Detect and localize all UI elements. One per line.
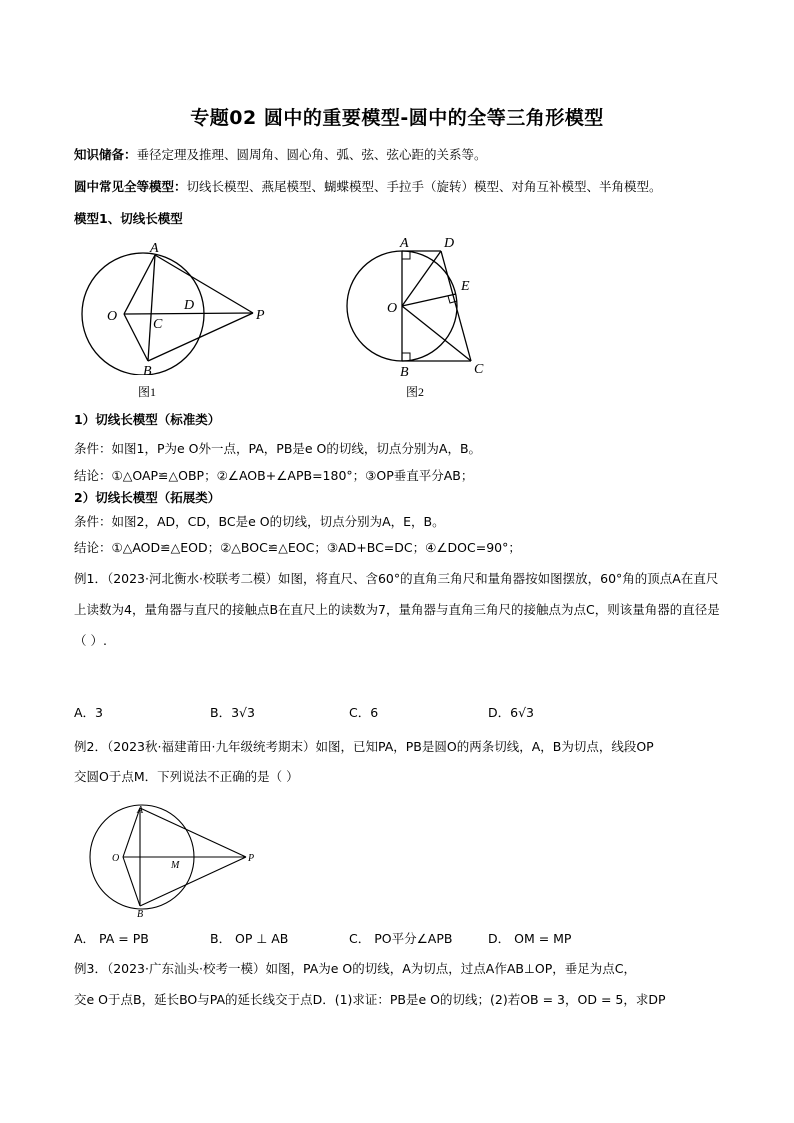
ex1-option-a: A．3 xyxy=(74,705,104,720)
ex2-label-A: A xyxy=(137,805,144,816)
ex2-label-M: M xyxy=(171,860,180,871)
fig2-label-B: B xyxy=(400,365,409,377)
knowledge-label: 知识储备： xyxy=(74,147,137,162)
ex1-option-d: D．6√3 xyxy=(488,705,534,720)
page-title: 专题02 圆中的重要模型-圆中的全等三角形模型 xyxy=(190,107,604,129)
fig1-tangent-PB xyxy=(148,313,253,361)
ex2-option-c: C． PO平分∠APB xyxy=(349,931,453,946)
fig2-line-OC xyxy=(402,306,471,361)
model1-heading: 模型1、切线长模型 xyxy=(74,211,183,226)
fig1-chord-AB xyxy=(148,255,155,361)
ex2-label-P: P xyxy=(248,853,255,864)
fig2-right-angle-B xyxy=(402,353,410,361)
fig1-label-B: B xyxy=(143,364,152,375)
example-3-line1: 例3．（2023·广东汕头·校考一模）如图，PA为e O的切线，A为切点，过点A作AB⊥OP，垂足为点C， xyxy=(74,961,636,976)
fig2-radius-OE xyxy=(402,294,456,306)
example-2-figure xyxy=(70,802,270,917)
ex2-option-b: B． OP ⊥ AB xyxy=(210,931,289,946)
sub1-condition: 条件：如图1，P为e O外一点，PA，PB是e O的切线，切点分别为A，B。 xyxy=(74,441,482,456)
fig1-radius-OB xyxy=(124,314,148,361)
fig2-caption: 图2 xyxy=(406,385,425,399)
common-models-text: 切线长模型、燕尾模型、蝴蝶模型、手拉手（旋转）模型、对角互补模型、半角模型。 xyxy=(186,179,662,194)
sub1-conclusion: 结论：①△OAP≌△OBP；②∠AOB+∠APB=180°；③OP垂直平分AB； xyxy=(74,468,474,483)
fig1-radius-OA xyxy=(124,255,155,314)
fig1-caption: 图1 xyxy=(138,385,157,399)
fig1-label-D: D xyxy=(184,298,195,313)
fig1-label-O: O xyxy=(107,309,118,324)
ex2-label-O: O xyxy=(112,853,120,864)
ex2-label-B: B xyxy=(137,909,144,917)
figure-2 xyxy=(344,232,504,377)
fig2-tangent-DC xyxy=(441,251,471,361)
example-2-line1: 例2．（2023秋·福建莆田·九年级统考期末）如图，已知PA，PB是圆O的两条切线，A，B为切点，线段OP xyxy=(74,739,654,754)
common-models-line xyxy=(74,178,662,196)
fig1-tangent-PA xyxy=(155,255,253,313)
fig2-label-C: C xyxy=(474,362,484,377)
sub2-heading: 2）切线长模型（拓展类） xyxy=(74,490,221,505)
fig1-line-OP xyxy=(124,313,253,314)
ex2-radius-OB xyxy=(123,857,140,906)
ex2-option-d: D． OM = MP xyxy=(488,931,572,946)
ex1-option-b: B．3√3 xyxy=(210,705,255,720)
fig1-label-A: A xyxy=(150,241,159,256)
example-3-line2: 交e O于点B，延长BO与PA的延长线交于点D．(1)求证：PB是e O的切线；(2)若OB = 3，OD = 5，求DP xyxy=(74,992,666,1007)
fig2-label-E: E xyxy=(461,279,470,294)
example-1-text: 例1．（2023·河北衡水·校联考二模）如图，将直尺、含60°的直角三角尺和量角器按如图摆放，60°角的顶点A在直尺上读数为4，量角器与直尺的接触点B在直尺上的读数为7，量角器与直角三角尺的接触点为点C，则该量角器的直径是（ ）. xyxy=(74,571,720,648)
fig2-label-O: O xyxy=(387,301,398,316)
sub2-condition: 条件：如图2，AD，CD，BC是e O的切线，切点分别为A，E，B。 xyxy=(74,514,445,529)
knowledge-line xyxy=(74,146,487,164)
fig2-label-A: A xyxy=(400,236,409,251)
fig1-label-C: C xyxy=(153,317,163,332)
common-models-label: 圆中常见全等模型： xyxy=(74,179,187,194)
sub1-heading: 1）切线长模型（标准类） xyxy=(74,412,221,427)
fig1-label-P: P xyxy=(256,308,265,323)
sub2-conclusion: 结论：①△AOD≌△EOD；②△BOC≌△EOC；③AD+BC=DC；④∠DOC=90°； xyxy=(74,540,521,555)
example-2-line2: 交圆O于点M．下列说法不正确的是（ ） xyxy=(74,769,299,784)
fig2-right-angle-A xyxy=(402,251,410,259)
figure-1 xyxy=(64,240,284,375)
ex1-option-c: C．6 xyxy=(349,705,379,720)
knowledge-text: 垂径定理及推理、圆周角、圆心角、弧、弦、弦心距的关系等。 xyxy=(136,147,487,162)
fig2-label-D: D xyxy=(444,236,455,251)
ex2-option-a: A． PA = PB xyxy=(74,931,149,946)
